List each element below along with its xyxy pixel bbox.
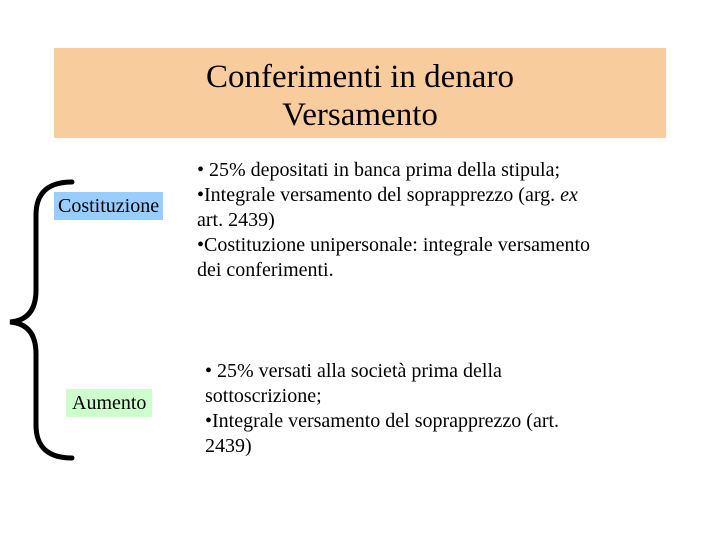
costituzione-bullet-2-ex: ex — [560, 184, 578, 206]
aumento-bullet-2: •Integrale versamento del soprapprezzo (art. — [205, 410, 560, 432]
aumento-bullet-1: • 25% versati alla società prima della — [205, 360, 502, 382]
costituzione-bullet-2-text: •Integrale versamento del soprapprezzo (arg. — [197, 184, 561, 206]
costituzione-bullet-3: •Costituzione unipersonale: integrale versamento — [197, 234, 590, 256]
costituzione-bullet-2 — [197, 183, 677, 208]
costituzione-label: Costituzione — [54, 192, 163, 220]
aumento-bullet-2-cont: 2439) — [205, 435, 252, 457]
costituzione-bullet-1: • 25% depositati in banca prima della stipula; — [197, 159, 561, 181]
title-line-2: Versamento — [282, 97, 438, 133]
costituzione-bullets — [197, 158, 677, 283]
aumento-label: Aumento — [66, 389, 152, 417]
title-line-1: Conferimenti in denaro — [206, 59, 514, 95]
aumento-bullets — [205, 359, 655, 459]
aumento-bullet-1-cont: sottoscrizione; — [205, 385, 322, 407]
costituzione-bullet-3-cont: dei conferimenti. — [197, 259, 334, 281]
costituzione-bullet-2-cont: art. 2439) — [197, 209, 275, 231]
